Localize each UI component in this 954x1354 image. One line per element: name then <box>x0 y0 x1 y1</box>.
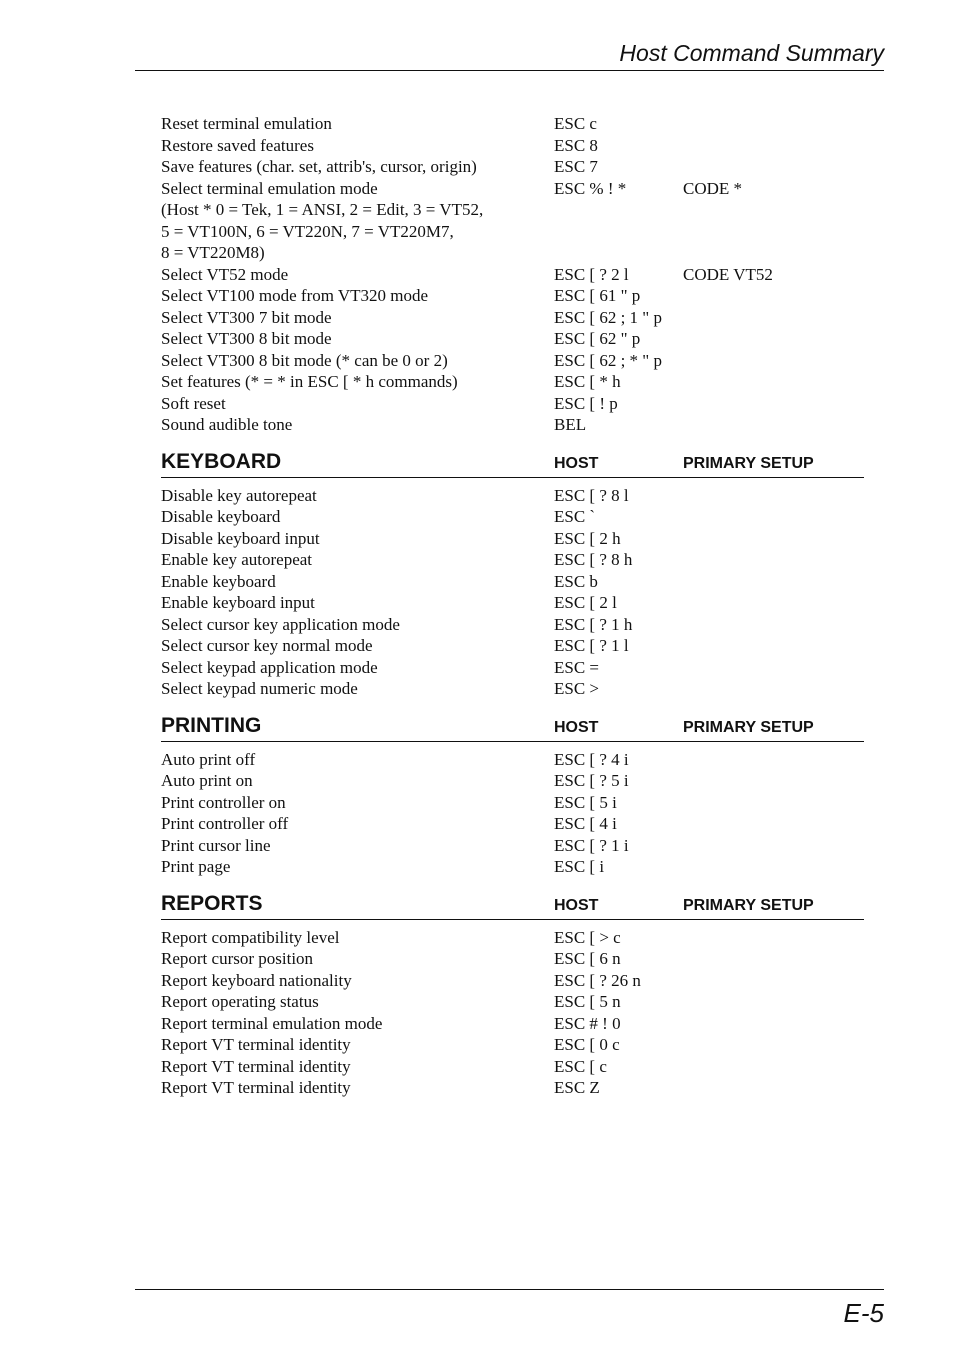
command-description: Select VT300 8 bit mode (* can be 0 or 2) <box>161 350 448 370</box>
setup-column-header: PRIMARY SETUP <box>683 454 814 472</box>
table-row <box>161 264 864 286</box>
host-sequence: ESC [ ! p <box>554 393 618 413</box>
command-description: Select terminal emulation mode <box>161 178 378 198</box>
table-row <box>161 927 864 949</box>
host-sequence: ESC [ ? 1 l <box>554 636 629 655</box>
host-sequence: ESC [ ? 5 i <box>554 771 629 790</box>
host-sequence: ESC [ 6 n <box>554 949 621 968</box>
command-description: Report cursor position <box>161 949 314 968</box>
command-description: Select VT100 mode from VT320 mode <box>161 286 429 305</box>
host-sequence: ESC b <box>554 571 598 591</box>
command-description: Select VT300 8 bit mode <box>161 329 332 348</box>
host-sequence: ESC Z <box>554 1078 600 1097</box>
section-header-printing <box>161 711 864 742</box>
host-sequence: ESC [ 4 i <box>554 814 617 833</box>
command-description: Disable keyboard input <box>161 528 320 548</box>
primary-setup: CODE * <box>683 178 743 198</box>
table-row <box>161 813 864 835</box>
host-sequence: ESC [ 2 h <box>554 528 621 548</box>
table-row <box>161 350 864 372</box>
table-row <box>161 549 864 571</box>
table-row <box>161 614 864 636</box>
command-description: Set features (* = * in ESC [ * h commands) <box>161 372 458 391</box>
host-sequence: ESC c <box>554 114 597 133</box>
table-row <box>161 199 864 221</box>
table-row <box>161 393 864 415</box>
table-row <box>161 328 864 350</box>
section-title: PRINTING <box>161 713 262 737</box>
table-row <box>161 991 864 1013</box>
command-description: Report VT terminal identity <box>161 1078 351 1097</box>
host-sequence: ESC ` <box>554 507 596 526</box>
table-row <box>161 414 864 436</box>
table-row <box>161 307 864 329</box>
command-description: Select VT52 mode <box>161 264 289 284</box>
table-row <box>161 528 864 550</box>
command-description: Auto print on <box>161 771 253 790</box>
host-sequence: ESC [ 62 " p <box>554 329 641 348</box>
host-sequence: ESC [ ? 1 h <box>554 614 633 634</box>
host-sequence: ESC [ 61 " p <box>554 286 641 305</box>
command-description: Print cursor line <box>161 835 271 855</box>
command-description: Enable key autorepeat <box>161 550 313 569</box>
host-sequence: ESC [ ? 4 i <box>554 749 629 769</box>
command-description: Select cursor key normal mode <box>161 636 373 655</box>
table-row <box>161 770 864 792</box>
header-rule <box>135 70 884 71</box>
table-row <box>161 485 864 507</box>
host-sequence: ESC [ c <box>554 1056 607 1076</box>
table-row <box>161 948 864 970</box>
host-sequence: ESC [ ? 8 l <box>554 485 629 505</box>
host-sequence: ESC [ * h <box>554 372 621 391</box>
section-header-reports <box>161 889 864 920</box>
host-sequence: ESC [ 0 c <box>554 1035 620 1054</box>
table-row <box>161 571 864 593</box>
command-description: Print page <box>161 857 231 876</box>
command-description: Select keypad application mode <box>161 657 378 677</box>
table-row <box>161 592 864 614</box>
command-description: Select VT300 7 bit mode <box>161 307 332 327</box>
setup-column-header: PRIMARY SETUP <box>683 896 814 914</box>
table-row <box>161 1077 864 1099</box>
host-sequence: ESC # ! 0 <box>554 1013 621 1033</box>
table-row <box>161 242 864 264</box>
host-sequence: ESC = <box>554 657 600 677</box>
command-description: Report keyboard nationality <box>161 970 352 990</box>
host-column-header: HOST <box>554 454 599 472</box>
footer-rule <box>135 1289 884 1290</box>
command-description: Reset terminal emulation <box>161 114 332 133</box>
table-row <box>161 506 864 528</box>
host-sequence: ESC 7 <box>554 157 598 176</box>
table-row <box>161 792 864 814</box>
table-row <box>161 371 864 393</box>
command-description: Auto print off <box>161 749 256 769</box>
command-summary-content <box>161 113 864 1099</box>
table-row <box>161 835 864 857</box>
table-row <box>161 1056 864 1078</box>
table-row <box>161 970 864 992</box>
table-row <box>161 135 864 157</box>
host-column-header: HOST <box>554 718 599 736</box>
table-row <box>161 1034 864 1056</box>
table-row <box>161 678 864 700</box>
page-number: E-5 <box>843 1298 884 1328</box>
host-sequence: ESC [ 2 l <box>554 593 617 612</box>
table-row <box>161 657 864 679</box>
command-description: 8 = VT220M8) <box>161 243 265 262</box>
command-description: Select cursor key application mode <box>161 614 400 634</box>
command-description: Report operating status <box>161 992 319 1011</box>
command-description: Enable keyboard <box>161 571 276 591</box>
command-description: Soft reset <box>161 393 226 413</box>
primary-setup: CODE VT52 <box>683 264 773 284</box>
table-row <box>161 749 864 771</box>
host-sequence: ESC [ 5 n <box>554 992 621 1011</box>
table-row <box>161 178 864 200</box>
command-description: Report VT terminal identity <box>161 1056 351 1076</box>
host-sequence: ESC [ i <box>554 857 605 876</box>
command-description: Save features (char. set, attrib's, cursor, origin) <box>161 157 477 176</box>
table-row <box>161 856 864 878</box>
table-row <box>161 221 864 243</box>
host-sequence: ESC [ 5 i <box>554 792 617 812</box>
command-description: Report VT terminal identity <box>161 1035 351 1054</box>
command-description: Enable keyboard input <box>161 593 315 612</box>
command-description: Report terminal emulation mode <box>161 1013 383 1033</box>
host-sequence: ESC [ ? 8 h <box>554 550 633 569</box>
host-sequence: ESC [ 62 ; 1 " p <box>554 307 663 327</box>
command-description: Select keypad numeric mode <box>161 679 358 698</box>
command-description: Disable keyboard <box>161 507 281 526</box>
section-title: REPORTS <box>161 891 263 915</box>
command-description: Print controller off <box>161 814 289 833</box>
host-sequence: ESC [ ? 2 l <box>554 264 629 284</box>
section-title: KEYBOARD <box>161 449 282 473</box>
host-sequence: ESC [ > c <box>554 927 621 947</box>
host-sequence: BEL <box>554 415 587 434</box>
table-row <box>161 1013 864 1035</box>
host-sequence: ESC [ ? 1 i <box>554 835 629 855</box>
host-sequence: ESC [ ? 26 n <box>554 970 641 990</box>
table-row <box>161 156 864 178</box>
command-description: Restore saved features <box>161 135 314 155</box>
host-sequence: ESC % ! * <box>554 178 627 198</box>
host-sequence: ESC > <box>554 679 600 698</box>
table-row <box>161 285 864 307</box>
command-description: 5 = VT100N, 6 = VT220N, 7 = VT220M7, <box>161 221 454 241</box>
section-header-keyboard <box>161 447 864 478</box>
host-column-header: HOST <box>554 896 599 914</box>
table-row <box>161 635 864 657</box>
setup-column-header: PRIMARY SETUP <box>683 718 814 736</box>
command-description: Sound audible tone <box>161 415 293 434</box>
host-sequence: ESC 8 <box>554 135 598 155</box>
command-description: (Host * 0 = Tek, 1 = ANSI, 2 = Edit, 3 = VT52, <box>161 200 484 219</box>
table-row <box>161 113 864 135</box>
host-sequence: ESC [ 62 ; * " p <box>554 350 663 370</box>
command-description: Print controller on <box>161 792 286 812</box>
running-header: Host Command Summary <box>619 40 884 66</box>
command-description: Disable key autorepeat <box>161 485 317 505</box>
command-description: Report compatibility level <box>161 927 340 947</box>
